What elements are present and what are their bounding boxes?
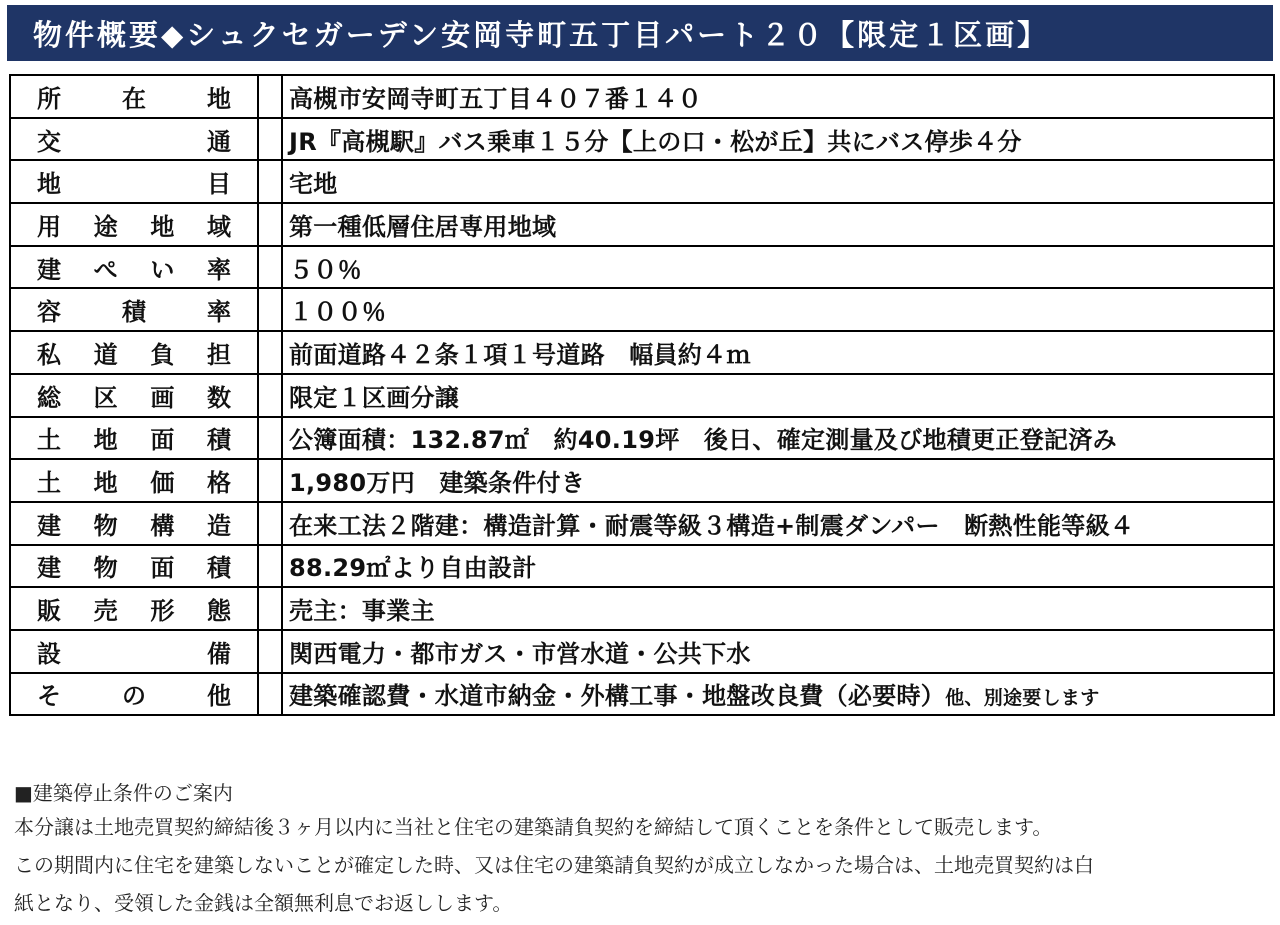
spec-label-char: 用	[37, 212, 61, 241]
spec-divider-cell	[258, 459, 282, 502]
spec-label-char: 建	[37, 554, 61, 583]
spec-label-chars	[37, 250, 231, 285]
spec-label-chars	[37, 164, 231, 199]
spec-row	[10, 673, 1274, 716]
spec-row	[10, 459, 1274, 502]
spec-label	[10, 160, 258, 203]
spec-divider-cell	[258, 246, 282, 289]
spec-divider-cell	[258, 545, 282, 588]
spec-label-char: 地	[150, 212, 175, 241]
spec-value	[282, 203, 1274, 246]
spec-value-text: １００％	[289, 298, 387, 327]
spec-label	[10, 331, 258, 374]
spec-value-text: 売主：事業主	[289, 597, 435, 626]
spec-label-char: 地	[93, 469, 118, 498]
property-spec-table	[9, 74, 1275, 716]
spec-label	[10, 203, 258, 246]
page-title: 物件概要◆シュクセガーデン安岡寺町五丁目パート２０【限定１区画】	[7, 5, 1273, 61]
spec-label-char: 他	[207, 682, 231, 711]
spec-value-text: 関西電力・都市ガス・市営水道・公共下水	[289, 639, 751, 668]
spec-label-chars	[37, 292, 231, 327]
spec-label-char: 備	[207, 639, 231, 668]
spec-label-char: 担	[206, 340, 231, 369]
spec-divider-cell	[258, 587, 282, 630]
spec-value	[282, 246, 1274, 289]
spec-label	[10, 673, 258, 716]
spec-value	[282, 673, 1274, 716]
spec-label-char: 区	[93, 383, 118, 412]
spec-label	[10, 118, 258, 161]
spec-label-char: 画	[150, 383, 175, 412]
spec-label-char: 域	[206, 212, 231, 241]
spec-divider-cell	[258, 331, 282, 374]
spec-value-text: ５０％	[289, 255, 362, 284]
spec-value	[282, 288, 1274, 331]
notes-line: この期間内に住宅を建築しないことが確定した時、又は住宅の建築請負契約が成立しなかった場合は、土地売買契約は白	[14, 853, 1094, 877]
spec-label-chars	[37, 463, 231, 498]
spec-label-char: 交	[37, 127, 61, 156]
spec-label-char: 途	[93, 212, 118, 241]
spec-value	[282, 459, 1274, 502]
spec-divider-cell	[258, 502, 282, 545]
spec-label-chars	[37, 676, 231, 711]
spec-label-char: 格	[206, 469, 231, 498]
notes-line: 本分譲は土地売買契約締結後３ヶ月以内に当社と住宅の建築請負契約を締結して頂くことを条件として販売します。	[14, 815, 1053, 839]
spec-label-char: 在	[122, 84, 146, 113]
spec-label-char: 目	[207, 170, 231, 199]
spec-label-char: 土	[37, 426, 61, 455]
spec-label	[10, 502, 258, 545]
spec-divider-cell	[258, 374, 282, 417]
spec-label-char: 面	[150, 426, 175, 455]
spec-label-char: 土	[37, 469, 61, 498]
spec-label-char: 積	[206, 554, 231, 583]
spec-value	[282, 118, 1274, 161]
spec-label-char: 通	[207, 127, 231, 156]
spec-divider-cell	[258, 160, 282, 203]
spec-label-char: 数	[206, 383, 231, 412]
spec-value	[282, 630, 1274, 673]
building-condition-notes	[14, 778, 1268, 922]
spec-divider-cell	[258, 203, 282, 246]
spec-value	[282, 75, 1274, 118]
spec-value-text: 限定１区画分譲	[289, 383, 460, 412]
spec-value-text: 第一種低層住居専用地域	[289, 212, 557, 241]
property-spec-body	[10, 75, 1274, 715]
spec-label-char: そ	[37, 682, 61, 711]
spec-value-text: 高槻市安岡寺町五丁目４０７番１４０	[289, 84, 703, 113]
spec-value	[282, 374, 1274, 417]
spec-label	[10, 288, 258, 331]
spec-label-chars	[37, 634, 231, 669]
spec-label-char: 構	[150, 511, 175, 540]
spec-label-chars	[37, 378, 231, 413]
spec-label-char: 私	[37, 340, 61, 369]
spec-row	[10, 331, 1274, 374]
spec-row	[10, 587, 1274, 630]
spec-label-char: 態	[206, 597, 231, 626]
spec-label-chars	[37, 548, 231, 583]
spec-divider-cell	[258, 288, 282, 331]
notes-heading: ■建築停止条件のご案内	[14, 781, 233, 805]
spec-value-text: 在来工法２階建：構造計算・耐震等級３構造+制震ダンパー 断熱性能等級４	[289, 511, 1135, 540]
spec-label-char: 総	[37, 383, 61, 412]
spec-label-char: 販	[37, 597, 61, 626]
spec-label	[10, 587, 258, 630]
spec-value-text: 前面道路４２条１項１号道路 幅員約４ｍ	[289, 340, 751, 369]
spec-divider-cell	[258, 630, 282, 673]
spec-label	[10, 75, 258, 118]
spec-value-text: 公簿面積：132.87㎡ 約40.19坪 後日、確定測量及び地積更正登記済み	[289, 426, 1117, 455]
spec-label-chars	[37, 335, 231, 370]
spec-label-char: 設	[37, 639, 61, 668]
spec-divider-cell	[258, 673, 282, 716]
spec-label-char: い	[150, 255, 175, 284]
notes-line: 紙となり、受領した金銭は全額無利息でお返しします。	[14, 891, 513, 915]
spec-row	[10, 417, 1274, 460]
spec-value-text: 宅地	[289, 170, 338, 199]
spec-row	[10, 203, 1274, 246]
spec-value-text: 建築確認費・水道市納金・外構工事・地盤改良費（必要時）	[289, 682, 946, 711]
spec-label-chars	[37, 420, 231, 455]
spec-label-char: 積	[122, 298, 146, 327]
spec-label	[10, 374, 258, 417]
spec-label-char: 物	[93, 511, 118, 540]
spec-value	[282, 502, 1274, 545]
spec-label-char: 価	[150, 469, 175, 498]
spec-row	[10, 374, 1274, 417]
spec-label-char: 売	[93, 597, 118, 626]
spec-label	[10, 545, 258, 588]
spec-label-chars	[37, 591, 231, 626]
spec-label-char: 建	[37, 511, 61, 540]
spec-value-suffix: 他、別途要します	[945, 687, 1100, 710]
spec-label-char: 地	[207, 84, 231, 113]
spec-label-char: 負	[150, 340, 175, 369]
spec-label	[10, 459, 258, 502]
spec-row	[10, 545, 1274, 588]
spec-label-char: 物	[93, 554, 118, 583]
spec-label-char: 容	[37, 298, 61, 327]
spec-value	[282, 545, 1274, 588]
spec-label	[10, 630, 258, 673]
spec-value-text: 88.29㎡より自由設計	[289, 554, 537, 583]
spec-label-char: 率	[206, 255, 231, 284]
spec-label-char: 地	[37, 170, 61, 199]
spec-label-char: 道	[93, 340, 118, 369]
spec-divider-cell	[258, 118, 282, 161]
spec-label-char: 率	[207, 298, 231, 327]
spec-row	[10, 246, 1274, 289]
spec-label-chars	[37, 122, 231, 157]
spec-divider-cell	[258, 75, 282, 118]
spec-value	[282, 331, 1274, 374]
spec-label-chars	[37, 506, 231, 541]
spec-row	[10, 630, 1274, 673]
spec-label	[10, 246, 258, 289]
spec-value-text: 1,980万円 建築条件付き	[289, 469, 586, 498]
spec-value-text: JR『高槻駅』バス乗車１５分【上の口・松が丘】共にバス停歩４分	[289, 127, 1022, 156]
spec-label-char: の	[122, 682, 146, 711]
spec-label-char: 造	[206, 511, 231, 540]
spec-row	[10, 75, 1274, 118]
spec-label-char: 所	[37, 84, 61, 113]
spec-value	[282, 587, 1274, 630]
spec-label-char: 形	[150, 597, 175, 626]
spec-row	[10, 118, 1274, 161]
spec-label-char: 建	[37, 255, 61, 284]
spec-row	[10, 502, 1274, 545]
spec-value	[282, 417, 1274, 460]
spec-row	[10, 160, 1274, 203]
spec-label-char: 積	[206, 426, 231, 455]
spec-value	[282, 160, 1274, 203]
spec-label-chars	[37, 79, 231, 114]
spec-row	[10, 288, 1274, 331]
spec-divider-cell	[258, 417, 282, 460]
spec-label-char: 面	[150, 554, 175, 583]
spec-label	[10, 417, 258, 460]
spec-label-chars	[37, 207, 231, 242]
spec-label-char: ぺ	[93, 255, 118, 284]
spec-label-char: 地	[93, 426, 118, 455]
